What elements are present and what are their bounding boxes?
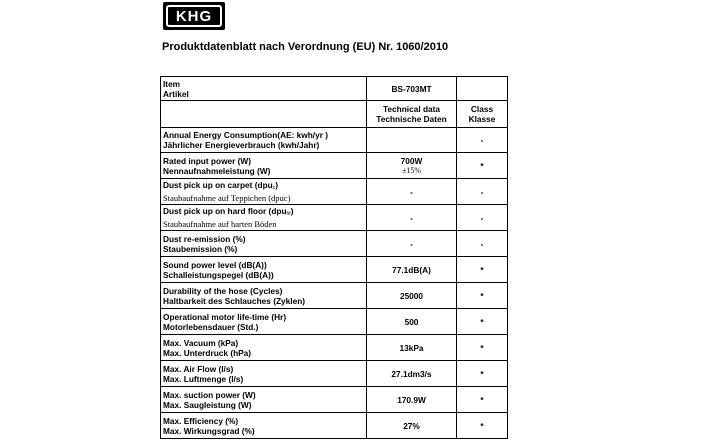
- product-data-table: [160, 76, 508, 439]
- label-en-tail: ): [275, 180, 278, 190]
- class-cell: *: [457, 153, 508, 179]
- table-row: [161, 128, 508, 153]
- label-en: Dust re-emission (%): [163, 233, 246, 244]
- label-en: Durability of the hose (Cycles): [163, 285, 283, 296]
- label-en: [163, 206, 364, 219]
- value-tolerance: ±15%: [401, 165, 422, 175]
- value-cell: 500: [367, 309, 457, 335]
- class-cell: *: [457, 257, 508, 283]
- class-en: Class: [470, 104, 494, 114]
- table-row: [161, 309, 508, 335]
- logo-text: KHG: [166, 5, 222, 27]
- label-de: Jährlicher Energieverbrauch (kwh/Jahr): [163, 140, 320, 150]
- label-de: Staubaufnahme auf harten Böden: [163, 219, 277, 229]
- technical-data-en: Technical data: [382, 104, 441, 114]
- document-title: Produktdatenblatt nach Verordnung (EU) Nr. 1060/2010: [162, 41, 449, 53]
- label-en-text: Dust pick up on carpet (dpu: [163, 180, 273, 190]
- value-cell: 77.1dB(A): [367, 257, 457, 283]
- row-label: [161, 179, 367, 205]
- class-cell: *: [457, 361, 508, 387]
- class-cell: *: [457, 335, 508, 361]
- value-cell: [367, 128, 457, 153]
- row-label: [161, 413, 367, 439]
- label-de: Max. Wirkungsgrad (%): [163, 425, 255, 436]
- label-de: Schalleistungspegel (dB(A)): [163, 269, 274, 280]
- label-de: Max. Saugleistung (W): [163, 399, 252, 410]
- value-cell: 27%: [367, 413, 457, 439]
- label-en: Operational motor life-time (Hr): [163, 311, 287, 322]
- technical-data-header: [367, 101, 457, 128]
- table-row: [161, 387, 508, 413]
- row-label: [161, 387, 367, 413]
- header-row-columns: [161, 101, 508, 128]
- row-label: [161, 361, 367, 387]
- row-label: [161, 309, 367, 335]
- class-cell: *: [457, 283, 508, 309]
- table-row: [161, 179, 508, 205]
- value-cell: 25000: [367, 283, 457, 309]
- class-cell: *: [457, 413, 508, 439]
- row-label: [161, 257, 367, 283]
- label-en: Sound power level (dB(A)): [163, 259, 267, 270]
- label-en: Rated input power (W): [163, 155, 252, 166]
- label-de: Staubaufnahme auf Teppichen (dpuc): [163, 193, 291, 203]
- value-cell: -: [367, 231, 457, 257]
- class-cell: -: [457, 179, 508, 205]
- value-cell: -: [367, 205, 457, 231]
- label-en-subscript: c: [272, 185, 276, 191]
- value-cell: 13kPa: [367, 335, 457, 361]
- class-cell: -: [457, 231, 508, 257]
- class-cell: -: [457, 128, 508, 153]
- blank-label-cell: [161, 101, 367, 128]
- label-de: Max. Luftmenge (l/s): [163, 373, 244, 384]
- value-cell: 170.9W: [367, 387, 457, 413]
- table-row: [161, 361, 508, 387]
- label-en-subscript: hf: [286, 211, 291, 217]
- row-label: [161, 231, 367, 257]
- khg-logo: [163, 2, 225, 30]
- row-label: [161, 128, 367, 153]
- value-main: 700W: [400, 155, 423, 166]
- label-en: Max. Efficiency (%): [163, 415, 239, 426]
- label-en: Max. Vacuum (kPa): [163, 337, 239, 348]
- label-en: Max. Air Flow (l/s): [163, 363, 234, 374]
- value-cell: 27.1dm3/s: [367, 361, 457, 387]
- label-en: [163, 180, 364, 193]
- header-row-model: [161, 77, 508, 101]
- class-de: Klasse: [468, 114, 496, 124]
- table-row: [161, 257, 508, 283]
- row-label: [161, 283, 367, 309]
- table-row: [161, 335, 508, 361]
- value-cell: -: [367, 179, 457, 205]
- table-row: [161, 413, 508, 439]
- value-cell: [367, 153, 457, 179]
- row-label: [161, 335, 367, 361]
- label-en-text: Dust pick up on hard floor (dpu: [163, 206, 287, 216]
- label-de: Staubemission (%): [163, 243, 238, 254]
- class-cell: *: [457, 387, 508, 413]
- row-label: [161, 205, 367, 231]
- label-en-tail: ): [290, 206, 294, 216]
- blank-header-cell: [457, 77, 508, 101]
- technical-data-de: Technische Daten: [376, 114, 447, 124]
- table-row: [161, 231, 508, 257]
- table-row: [161, 205, 508, 231]
- label-de: Motorlebensdauer (Std.): [163, 321, 259, 332]
- class-cell: *: [457, 309, 508, 335]
- item-label-en: Item: [163, 78, 181, 89]
- table-row: [161, 283, 508, 309]
- class-header: [457, 101, 508, 128]
- label-en: Max. suction power (W): [163, 389, 256, 400]
- label-de: Max. Unterdruck (hPa): [163, 347, 252, 358]
- table-row: [161, 153, 508, 179]
- item-label-de: Artikel: [163, 88, 189, 99]
- label-en: Annual Energy Consumption(AE: kwh/yr ): [163, 130, 329, 140]
- label-de: Haltbarkeit des Schlauches (Zyklen): [163, 295, 306, 306]
- row-label: [161, 153, 367, 179]
- item-header-cell: [161, 77, 367, 101]
- label-de: Nennaufnahmeleistung (W): [163, 165, 271, 176]
- model-number: BS-703MT: [367, 77, 457, 101]
- class-cell: -: [457, 205, 508, 231]
